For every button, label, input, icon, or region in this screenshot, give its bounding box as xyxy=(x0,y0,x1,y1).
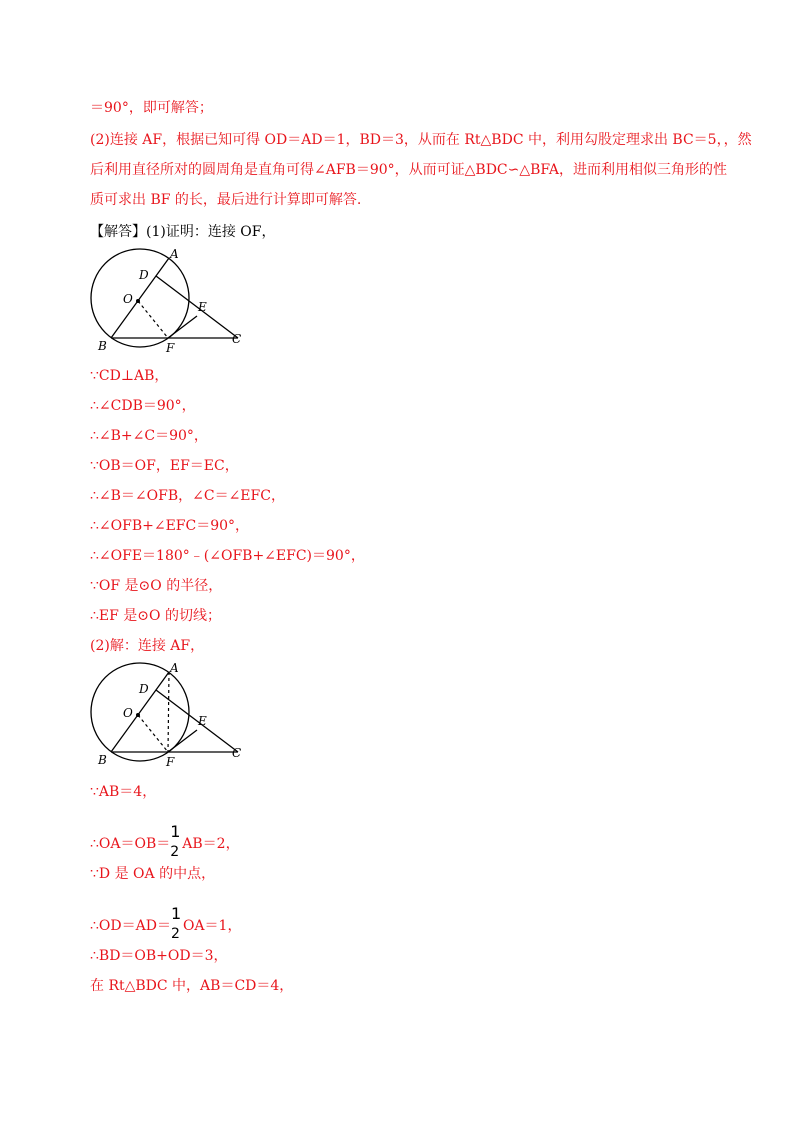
line-19-suffix: OA＝1， xyxy=(182,918,242,934)
segment-dc xyxy=(156,276,238,338)
label-o-2: O xyxy=(123,706,133,720)
text-line-4: 质可求出 BF 的长，最后进行计算即可解答. xyxy=(90,192,362,208)
text-line-3: 后利用直径所对的圆周角是直角可得∠AFB＝90°，从而可证△BDC∽△BFA，进而利用相似三角形的性 xyxy=(90,162,728,178)
text-line-11: ∴∠OFB+∠EFC＝90°， xyxy=(90,518,250,534)
text-line-10: ∴∠B＝∠OFB，∠C＝∠EFC， xyxy=(90,488,285,504)
label-a-2: A xyxy=(170,662,179,675)
segment-fe xyxy=(168,316,197,338)
text-line-17 xyxy=(90,822,240,860)
label-d-2: D xyxy=(139,682,149,696)
label-e: E xyxy=(198,300,207,314)
text-line-15: (2)解：连接 AF， xyxy=(90,638,205,654)
fraction-numerator: 1 xyxy=(170,822,181,841)
text-line-14: ∴EF 是⊙O 的切线； xyxy=(90,608,221,624)
label-c-2: C xyxy=(232,746,242,760)
segment-af-dashed xyxy=(168,672,169,752)
segment-of-dashed-2 xyxy=(138,715,168,752)
fraction-numerator-2: 1 xyxy=(170,904,182,923)
solution-heading xyxy=(90,222,275,242)
solution-bracket: 【解答】 xyxy=(90,224,146,240)
text-line-21: 在 Rt△BDC 中，AB＝CD＝4， xyxy=(90,978,294,994)
text-line-9: ∵OB＝OF，EF＝EC， xyxy=(90,458,239,474)
fraction-denominator-2: 2 xyxy=(170,926,180,942)
label-b: B xyxy=(98,339,107,353)
label-c: C xyxy=(232,332,242,346)
text-line-16: ∵AB＝4， xyxy=(90,784,157,800)
label-b-2: B xyxy=(98,753,107,767)
center-dot-o-2 xyxy=(136,713,140,717)
text-line-1: ＝90°，即可解答； xyxy=(90,100,213,116)
text-line-8: ∴∠B+∠C＝90°， xyxy=(90,428,208,444)
text-line-7: ∴∠CDB＝90°， xyxy=(90,398,196,414)
geometry-figure-2 xyxy=(90,662,250,767)
label-a: A xyxy=(170,248,179,261)
segment-of-dashed xyxy=(138,301,168,338)
label-e-2: E xyxy=(198,714,207,728)
text-line-2: (2)连接 AF，根据已知可得 OD＝AD＝1，BD＝3，从而在 Rt△BDC 中，利用勾股定理求出 BC＝5，，然 xyxy=(90,132,752,148)
text-line-6: ∵CD⊥AB， xyxy=(90,368,169,384)
label-f: F xyxy=(166,341,175,353)
text-line-13: ∵OF 是⊙O 的半径， xyxy=(90,578,223,594)
segment-fe-2 xyxy=(168,730,197,752)
text-line-19 xyxy=(90,904,242,942)
geometry-figure-1 xyxy=(90,248,250,353)
solution-part1: (1)证明：连接 OF， xyxy=(146,224,276,240)
center-dot-o xyxy=(136,299,140,303)
text-line-20: ∴BD＝OB+OD＝3， xyxy=(90,948,228,964)
line-17-suffix: AB＝2， xyxy=(182,836,240,852)
text-line-18: ∵D 是 OA 的中点， xyxy=(90,866,216,882)
label-d: D xyxy=(139,268,149,282)
line-19-prefix: ∴OD＝AD＝ xyxy=(90,918,171,934)
line-17-prefix: ∴OA＝OB＝ xyxy=(90,836,171,852)
text-line-12: ∴∠OFE＝180°﹣(∠OFB+∠EFC)＝90°， xyxy=(90,548,365,564)
label-o: O xyxy=(123,292,133,306)
fraction-denominator: 2 xyxy=(170,844,180,860)
label-f-2: F xyxy=(166,755,175,767)
